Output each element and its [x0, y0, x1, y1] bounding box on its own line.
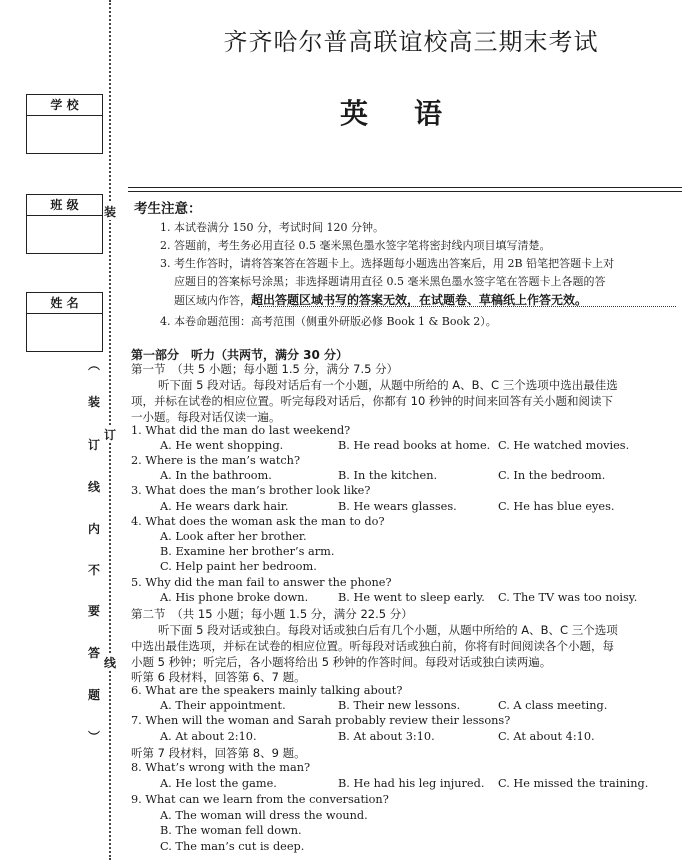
option-1a[interactable]: A. He went shopping. — [160, 439, 284, 452]
option-5c[interactable]: C. The TV was too noisy. — [498, 591, 638, 604]
part1-heading: 第一部分 听力（共两节，满分 30 分） — [131, 348, 349, 362]
material-6-note: 听第 6 段材料，回答第 6、7 题。 — [131, 670, 306, 684]
option-4b[interactable]: B. Examine her brother’s arm. — [160, 545, 335, 558]
notice-item-1: 1. 本试卷满分 150 分，考试时间 120 分钟。 — [160, 221, 384, 234]
option-6c[interactable]: C. A class meeting. — [498, 699, 608, 712]
option-1c[interactable]: C. He watched movies. — [498, 439, 630, 452]
vertical-notice-char: 线 — [88, 480, 101, 494]
option-4c[interactable]: C. Help paint her bedroom. — [160, 560, 317, 573]
option-6b[interactable]: B. Their new lessons. — [338, 699, 461, 712]
vertical-notice-close: ︶ — [88, 730, 101, 744]
vertical-notice-char: 要 — [88, 604, 101, 618]
header-rule-bottom — [128, 191, 682, 192]
name-box[interactable] — [26, 292, 103, 352]
option-5a[interactable]: A. His phone broke down. — [160, 591, 309, 604]
option-8a[interactable]: A. He lost the game. — [160, 777, 277, 790]
section1-instr-line2: 项，并标在试卷的相应位置。听完每段对话后，你都有 10 秒钟的时间来回答有关小题和阅读下 — [131, 394, 613, 408]
option-7b[interactable]: B. At about 3:10. — [338, 730, 435, 743]
section2-heading: 第二节 （共 15 小题；每小题 1.5 分，满分 22.5 分） — [131, 607, 413, 621]
exam-title: 齐齐哈尔普高联谊校高三期末考试 — [223, 28, 599, 56]
option-9b[interactable]: B. The woman fell down. — [160, 824, 302, 837]
section2-instr-line2: 中选出最佳选项，并标在试卷的相应位置。听每段对话或独白前，你将有时间阅读各个小题，每 — [131, 639, 614, 653]
question-5: 5. Why did the man fail to answer the phone? — [131, 576, 392, 589]
option-2c[interactable]: C. In the bedroom. — [498, 469, 606, 482]
notice-item-3-line2: 应题目的答案标号涂黑；非选择题请用直径 0.5 毫米黑色墨水签字笔在答题卡上各题的答 — [174, 275, 606, 288]
vertical-notice-char: 装 — [88, 395, 101, 409]
header-rule-top — [128, 187, 682, 188]
vertical-notice-char: 题 — [88, 688, 101, 702]
binding-char-ding: 订 — [104, 428, 117, 442]
vertical-notice-char: 订 — [88, 438, 101, 452]
school-box[interactable] — [26, 94, 103, 154]
notice-item-3-emphasis: 超出答题区域书写的答案无效，在试题卷、草稿纸上作答无效。 — [251, 293, 588, 307]
vertical-notice-char: 不 — [88, 563, 101, 577]
question-6: 6. What are the speakers mainly talking about? — [131, 684, 403, 697]
option-5b[interactable]: B. He went to sleep early. — [338, 591, 485, 604]
section1-instr-line3: 一小题。每段对话仅读一遍。 — [131, 410, 281, 424]
subject-title: 英语 — [340, 97, 489, 130]
option-3c[interactable]: C. He has blue eyes. — [498, 500, 615, 513]
option-7c[interactable]: C. At about 4:10. — [498, 730, 595, 743]
option-4a[interactable]: A. Look after her brother. — [160, 530, 307, 543]
option-1b[interactable]: B. He read books at home. — [338, 439, 491, 452]
option-6a[interactable]: A. Their appointment. — [160, 699, 286, 712]
option-8c[interactable]: C. He missed the training. — [498, 777, 649, 790]
name-label: 姓 名 — [27, 293, 102, 314]
question-2: 2. Where is the man’s watch? — [131, 454, 301, 467]
option-3b[interactable]: B. He wears glasses. — [338, 500, 457, 513]
notice-item-3-line1: 3. 考生作答时，请将答案答在答题卡上。选择题每小题选出答案后，用 2B 铅笔把答题卡上对 — [160, 257, 615, 270]
option-9c[interactable]: C. The man’s cut is deep. — [160, 840, 305, 853]
school-label: 学 校 — [27, 95, 102, 116]
emphasis-dots — [258, 306, 676, 307]
question-4: 4. What does the woman ask the man to do? — [131, 515, 385, 528]
option-9a[interactable]: A. The woman will dress the wound. — [160, 809, 368, 822]
option-2b[interactable]: B. In the kitchen. — [338, 469, 438, 482]
section2-instr-line1: 听下面 5 段对话或独白。每段对话或独白后有几个小题，从题中所给的 A、B、C 三个选项 — [158, 623, 618, 637]
class-box[interactable] — [26, 194, 103, 254]
question-3: 3. What does the man’s brother look like? — [131, 484, 371, 497]
section1-instr-line1: 听下面 5 段对话。每段对话后有一个小题，从题中所给的 A、B、C 三个选项中选出最佳选 — [158, 378, 618, 392]
option-8b[interactable]: B. He had his leg injured. — [338, 777, 485, 790]
question-7: 7. When will the woman and Sarah probably review their lessons? — [131, 714, 511, 727]
notice-item-3-line3-a: 题区域内作答， — [174, 294, 251, 307]
class-label: 班 级 — [27, 195, 102, 216]
option-3a[interactable]: A. He wears dark hair. — [160, 500, 289, 513]
vertical-notice-char: 内 — [88, 522, 101, 536]
section2-instr-line3: 小题 5 秒钟；听完后，各小题将给出 5 秒钟的作答时间。每段对话或独白读两遍。 — [131, 655, 552, 669]
binding-char-zhuang: 装 — [104, 205, 117, 219]
notice-heading: 考生注意： — [134, 201, 202, 217]
binding-char-xian: 线 — [104, 656, 117, 670]
question-9: 9. What can we learn from the conversation? — [131, 793, 389, 806]
notice-item-4: 4. 本卷命题范围：高考范围（侧重外研版必修 Book 1 & Book 2）。 — [160, 315, 497, 328]
material-7-note: 听第 7 段材料，回答第 8、9 题。 — [131, 746, 306, 760]
option-2a[interactable]: A. In the bathroom. — [160, 469, 272, 482]
section1-heading: 第一节 （共 5 小题；每小题 1.5 分，满分 7.5 分） — [131, 362, 399, 376]
notice-item-2: 2. 答题前，考生务必用直径 0.5 毫米黑色墨水签字笔将密封线内项目填写清楚。 — [160, 239, 551, 252]
vertical-notice-char: 答 — [88, 646, 101, 660]
question-8: 8. What’s wrong with the man? — [131, 761, 311, 774]
vertical-notice-open: ︵ — [88, 358, 101, 372]
question-1: 1. What did the man do last weekend? — [131, 424, 351, 437]
option-7a[interactable]: A. At about 2:10. — [160, 730, 257, 743]
